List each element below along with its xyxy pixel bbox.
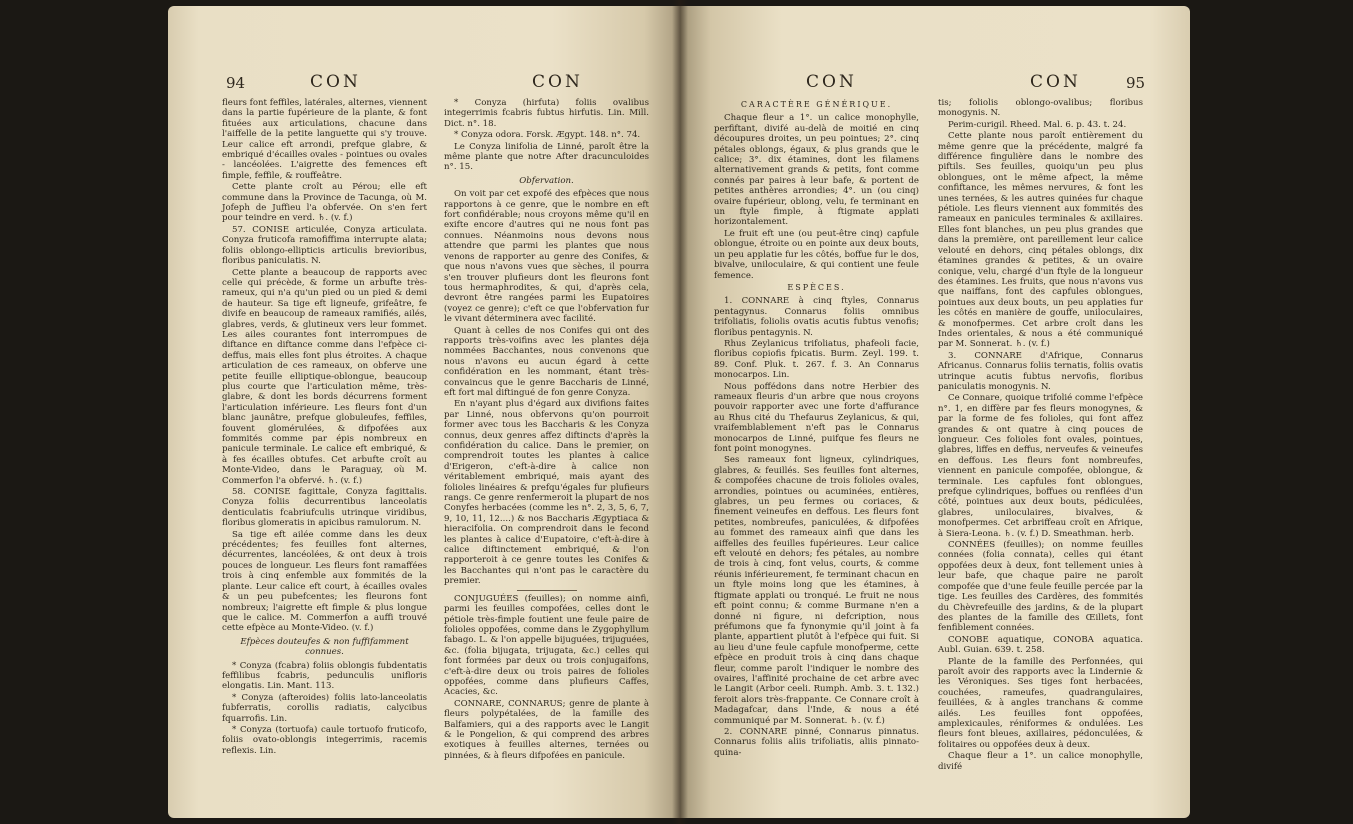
paragraph: 3. CONNARE d'Afrique, Connarus Africanus. Connarus foliis ternatis, foliis ovatis utrinque acutis fubtus nervofis, floribus paniculatis monogynis. N. [938,350,1143,392]
paragraph: CONNARE, CONNARUS; genre de plante à fleurs polypétalées, de la famille des Balfamiers, qui a des rapports avec le Langit & le Pongelion, & qui comprend des arbres exotiques à feuilles alternes, ternées ou pinnées, & à fleurs difpofées en panicule. [444,698,649,761]
section-heading: ESPÈCES. [787,282,846,292]
paragraph: fleurs font feffiles, latérales, alternes, viennent dans la partie fupérieure de la plante, & font fituées aux articulations, chacune dans l'aiffelle de la petite languette qui s'y trouve. Leur calice eft arrondi, prefque glabre, & embriqué d'écailles ovales - pointues ou ovales - lancéolées. L'aigrette des femences eft fimple, feffile, & rouffeâtre. [222,98,427,181]
paragraph: * Conyza (afteroides) foliis lato-lanceolatis fubferratis, corollis radiatis, calycibus fquarrofis. Lin. [222,692,427,724]
paragraph: * Conyza odora. Forsk. Ægypt. 148. n°. 74. [454,130,641,141]
paragraph: On voit par cet expofé des efpèces que nous rapportons à ce genre, que le nombre en eft fort confidérable; nous croyons même qu'il en exifte encore d'autres qui ne nous font pas connues. Néanmoins nous devons nous attendre que parmi les plantes que nous venons de rapporter au genre des Conifes, & que nous n'avons vues que sèches, il pourra s'en trouver plufieurs dont les fleurons font tous hermaphrodites, & qui, d'après cela, devront être rangées parmi les Eupatoires (voyez ce genre); c'eft ce que l'obfervation fur le vivant déterminera avec facilité. [444,189,649,325]
paragraph: 2. CONNARE pinné, Connarus pinnatus. Connarus foliis aliis trifoliatis, aliis pinnato-quina- [714,726,919,758]
paragraph: Quant à celles de nos Conifes qui ont des rapports très-voifins avec les plantes déja nommées Bacchantes, nous convenons que nous n'avons eu aucun égard à cette confidération en les nommant, étant très-convaincus que le genre Baccharis de Linné, eft fort mal diftingué de fon genre Conyza. [444,325,649,398]
right-page-number: 95 [1126,74,1146,92]
paragraph: Rhus Zeylanicus trifoliatus, phafeoli facie, floribus copiofis fpicatis. Burm. Zeyl. 199. t. 89. Conf. Pluk. t. 267. f. 3. An Connarus monocarpos. Lin. [714,338,919,381]
right-running-head [730,72,1150,94]
left-page-number: 94 [226,74,246,92]
paragraph: * Conyza (hirfuta) foliis ovalibus integerrimis fcabris fubtus hirfutis. Lin. Mill. Dict. n°. 18. [444,98,649,129]
paragraph: Cette plante nous paroît entièrement du même genre que la précédente, malgré fa différence fingulière dans le nombre des piftils. Ses feuilles, quoiqu'un peu plus oblongues, ont le même afpect, la même confiftance, les mêmes nervures, & font les unes ternées, & les autres quinées fur chaque pétiole. Les fleurs viennent aux fommités des rameaux en panicules terminales & axillaires. Elles font blanches, un peu plus grandes que dans la première, ont pareillement leur calice velouté en dehors, cinq pétales oblongs, dix étamines grandes & petites, & un ovaire conique, velu, chargé d'un ftyle de la longueur des étamines. Les fruits, que nous n'avons vus que naiffans, font des capfules oblongues, pointues aux deux bouts, un peu applaties fur les côtés en manière de gouffe, uniloculaires, & monofpermes. Cet arbre croît dans les Indes orientales, & nous a été communiqué par M. Sonnerat. ♄. (v. f.) [938,131,1143,350]
paragraph: 57. CONISE articulée, Conyza articulata. Conyza fruticofa ramofiffima interrupte alata; foliis oblongo-ellipticis articulis brevioribus, floribus paniculatis. N. [222,224,427,267]
paragraph: Plante de la famille des Perfonnées, qui paroît avoir des rapports avec la Lindernie & les Véroniques. Ses tiges font herbacées, couchées, rameufes, quadrangulaires, feuillées, & à angles tranchans & comme ailés. Les feuilles font oppofées, amplexicaules, réniformes & ondulées. Les fleurs font bleues, axillaires, pédonculées, & folitaires ou oppofées deux à deux. [938,656,1143,750]
right-head-word-1: CON [806,72,857,92]
paragraph: Nous poffédons dans notre Herbier des rameaux fleuris d'un arbre que nous croyons pouvoir rapporter avec une forte d'affurance au Rhus cité du Thefaurus Zeylanicus, & qui, vraifemblablement n'eft pas le Connarus monocarpos de Linné, puifque fes fleurs ne font point monogynes. [714,381,919,454]
left-head-word-2: CON [532,72,583,92]
paragraph: 1. CONNARE à cinq ftyles, Connarus pentagynus. Connarus foliis omnibus trifoliatis, foliolis ovatis acutis fubtus venofis; floribus pentagynis. N. [714,296,919,338]
paragraph: tis; foliolis oblongo-ovalibus; floribus monogynis. N. [938,98,1143,119]
paragraph: * Conyza (fcabra) foliis oblongis fubdentatis feffilibus fcabris, pedunculis unifloris elongatis. Lin. Mant. 113. [222,660,427,692]
paragraph: En n'ayant plus d'égard aux divifions faites par Linné, nous obfervons qu'on pourroit former avec tous les Baccharis & les Conyza connus, deux genres affez diftincts d'après la confidération du calice. Dans le premier, on comprendroit toutes les plantes à calice d'Erigeron, c'eft-à-dire à calice non véritablement embriqué, mais ayant des folioles linéaires & prefqu'égales fur plufieurs rangs. Ce genre renfermeroit la plupart de nos Conyfes herbacées (comme les n°. 2, 3, 5, 6, 7, 9, 10, 11, 12....) & nos Baccharis Ægyptiaca & hieracifolia. On comprendroit dans le fecond les plantes à calice d'Eupatoire, c'eft-à-dire à calice diftinctement embriqué, & l'on rapporteroit à ce genre toutes les Conifes & les Bacchantes qui n'ont pas le caractère du premier. [444,399,649,587]
left-running-head [218,72,640,94]
book-gutter [672,0,688,824]
paragraph: Sa tige eft ailée comme dans les deux précédentes; fes feuilles font alternes, décurrentes, lancéolées, & ont deux à trois pouces de longueur. Les fleurs font ramaffées trois à cinq enfemble aux fommités de la plante. Leur calice eft court, à écailles ovales & un peu pubefcentes; les fleurons font nombreux; l'aigrette eft fimple & plus longue que le calice. M. Commerfon a auffi trouvé cette efpèce au Monte-Video. (v. f.) [222,529,427,634]
left-column-2 [444,98,649,762]
divider [517,590,577,591]
section-heading: CARACTÈRE GÉNÉRIQUE. [740,100,893,109]
left-page [168,6,680,818]
paragraph: 58. CONISE fagittale, Conyza fagittalis. Conyza foliis decurrentibus lanceolatis denticulatis fcabriufculis utrinque viridibus, floribus glomeratis in apicibus ramulorum. N. [222,487,427,529]
paragraph: Perim-curigil. Rheed. Mal. 6. p. 43. t. 24. [948,119,1127,130]
paragraph: Cette plante croît au Pérou; elle eft commune dans la Province de Tacunga, où M. Jofeph de Juffieu l'a obfervée. On s'en fert pour teindre en verd. ♄. (v. f.) [222,182,427,224]
paragraph: Cette plante a beaucoup de rapports avec celle qui précède, & forme un arbufte très-rameux, qui n'a qu'un pied ou un pied & demi de hauteur. Sa tige eft ligneufe, grifeâtre, fe divife en beaucoup de rameaux ramifiés, ailés, glabres, verds, & glutineux vers leur fommet. Les ailes courantes font interrompues de diftance en diftance comme dans l'efpèce ci-deffus, mais elles font plus étroites. A chaque articulation de ces rameaux, on obferve une petite feuille elliptique-oblongue, beaucoup plus courte que l'articulation même, très-glabre, & dont les bords décurrens forment l'articulation inférieure. Les fleurs font d'un blanc jaunâtre, prefque globuleufes, feffiles, fouvent glomérulées, & difpofées aux fommités comme par épis nombreux en panicule terminale. Le calice eft embriqué, & à fes écailles obtufes. Cet arbufte croît au Monte-Video, dans le Paraguay, où M. Commerfon l'a obfervé. ♄. (v. f.) [222,267,427,486]
paragraph: Ce Connare, quoique trifolié comme l'efpèce n°. 1, en diffère par fes fleurs monogynes, & par la forme de fes folioles, qui font affez grandes & ont quatre à cinq pouces de longueur. Ces folioles font ovales, pointues, glabres, liffes en deffus, nerveufes & veineufes en deffous. Les fleurs font nombreufes, viennent en panicule compofée, oblongue, & terminale. Les capfules font oblongues, prefque cylindriques, boffues ou renflées d'un côté, pointues aux deux bouts, pédiculées, glabres, uniloculaires, bivalves, & monofpermes. Cet arbriffeau croît en Afrique, à Siera-Leona. ♄. (v. f.) D. Smeathman. herb. [938,393,1143,539]
paragraph: CONNÉES (feuilles); on nomme feuilles connées (folia connata), celles qui étant oppofées deux à deux, font tellement unies à leur bafe, que chaque paire ne paroît compofée que d'une feule feuille percée par la tige. Les feuilles des Cardères, des fommités du Chèvrefeuille des jardins, & de la plupart des plantes de la famille des Œillets, font fenfiblement connées. [938,540,1143,634]
paragraph: Chaque fleur a 1°. un calice monophylle, divifé [938,751,1143,772]
paragraph: Le Conyza linifolia de Linné, paroît être la même plante que notre After dracunculoides n°. 15. [444,141,649,173]
right-column-2 [938,98,1143,773]
right-column-1 [714,98,919,759]
left-head-word-1: CON [310,72,361,92]
left-column-1 [222,98,427,757]
paragraph: Ses rameaux font ligneux, cylindriques, glabres, & feuillés. Ses feuilles font alternes, & compofées chacune de trois folioles ovales, arrondies, pointues ou acuminées, entières, glabres, un peu fermes ou coriaces, & finement veineufes en deffous. Les fleurs font petites, nombreufes, paniculées, & difpofées au fommet des rameaux ainfi que dans les aiffelles des feuilles fupérieures. Leur calice eft velouté en dehors; fes pétales, au nombre de trois à cinq, font velus, courts, & comme réunis inférieurement, fe terminant chacun en un ftyle moins long que les étamines, à ftigmate applati ou tronqué. Le fruit ne nous eft point connu; & comme Burmane n'en a donné ni figure, ni defcription, nous préfumons que fa fynonymie qu'il joint à fa plante, appartient plutôt à l'efpèce qui fuit. Si au lieu d'une feule capfule monofperme, cette efpèce en produit trois à cinq dans chaque fleur, comme paroît l'indiquer le nombre des ovaires, l'affinité prochaine de cet arbre avec le Langit (Arbor ceeli. Rumph. Amb. 3. t. 132.) feroit alors très-frappante. Ce Connare croît à Madagafcar, dans l'Inde, & nous a été communiqué par M. Sonnerat. ♄. (v. f.) [714,455,919,726]
paragraph: * Conyza (tortuofa) caule tortuofo fruticofo, foliis ovato-oblongis integerrimis, racemis reflexis. Lin. [222,724,427,756]
section-heading: Obfervation. [519,175,574,186]
section-heading: Efpèces douteufes & non fuffifamment connues. [240,636,409,658]
paragraph: CONJUGUÉES (feuilles); on nomme ainfi, parmi les feuilles compofées, celles dont le pétiole très-fimple foutient une feule paire de folioles oppofées, comme dans le Zygophyllum fabago. L. & l'on appelle bijuguées, trijuguées, &c. (folia bijugata, trijugata, &c.) celles qui font formées par deux ou trois conjugaifons, c'eft-à-dire deux ou trois paires de folioles oppofées, comme dans plufieurs Caffes, Acacies, &c. [444,593,649,698]
paragraph: Le fruit eft une (ou peut-être cinq) capfule oblongue, étroite ou en pointe aux deux bouts, un peu applatie fur les côtés, boffue fur le dos, bivalve, uniloculaire, & qui contient une feule femence. [714,228,919,281]
paragraph: CONOBE aquatique, CONOBA aquatica. Aubl. Guian. 639. t. 258. [938,634,1143,656]
right-head-word-2: CON [1030,72,1081,92]
paragraph: Chaque fleur a 1°. un calice monophylle, perfiftant, divifé au-delà de moitié en cinq découpures droites, un peu pointues; 2°. cinq pétales oblongs, égaux, & plus grands que le calice; 3°. dix étamines, dont les filamens alternativement grands & petits, font comme connés par paires à leur bafe, & portent de petites anthères arrondies; 4°. un (ou cinq) ovaire fupérieur, oblong, velu, fe terminant en un ftyle fimple, à ftigmate applati horizontalement. [714,113,919,228]
right-page [680,6,1190,818]
